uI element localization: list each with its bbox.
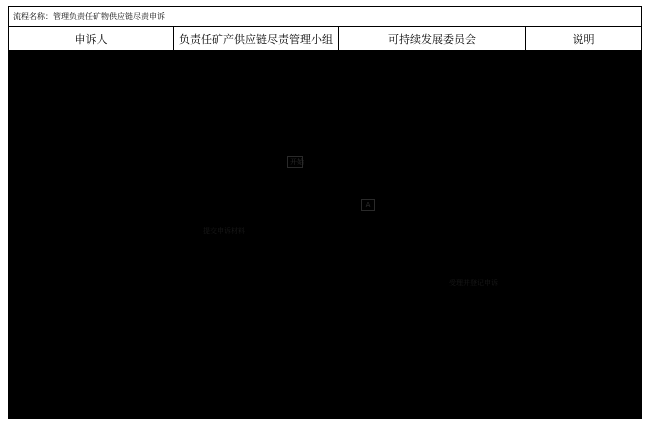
flow-chart-table bbox=[8, 6, 642, 419]
node-accept-register: 受理并登记申诉 bbox=[449, 279, 498, 287]
flow-title-text: 流程名称：管理负责任矿物供应链尽责申诉 bbox=[13, 11, 165, 21]
column-divider-2 bbox=[339, 51, 340, 418]
column-header-sustainability-committee: 可持续发展委员会 bbox=[339, 27, 526, 50]
node-submit-materials: 提交申诉材料 bbox=[203, 227, 245, 235]
column-header-applicant: 申诉人 bbox=[9, 27, 174, 50]
column-divider-3 bbox=[526, 51, 527, 418]
column-divider-1 bbox=[174, 51, 175, 418]
node-start: 开始 bbox=[287, 156, 303, 168]
table-header-row bbox=[9, 27, 641, 51]
node-a: A bbox=[361, 199, 375, 211]
column-header-remarks: 说明 bbox=[572, 32, 595, 46]
flow-title-row bbox=[9, 7, 641, 27]
column-header-management-group: 负责任矿产供应链尽责管理小组 bbox=[174, 27, 339, 50]
flow-chart-body bbox=[9, 51, 641, 418]
